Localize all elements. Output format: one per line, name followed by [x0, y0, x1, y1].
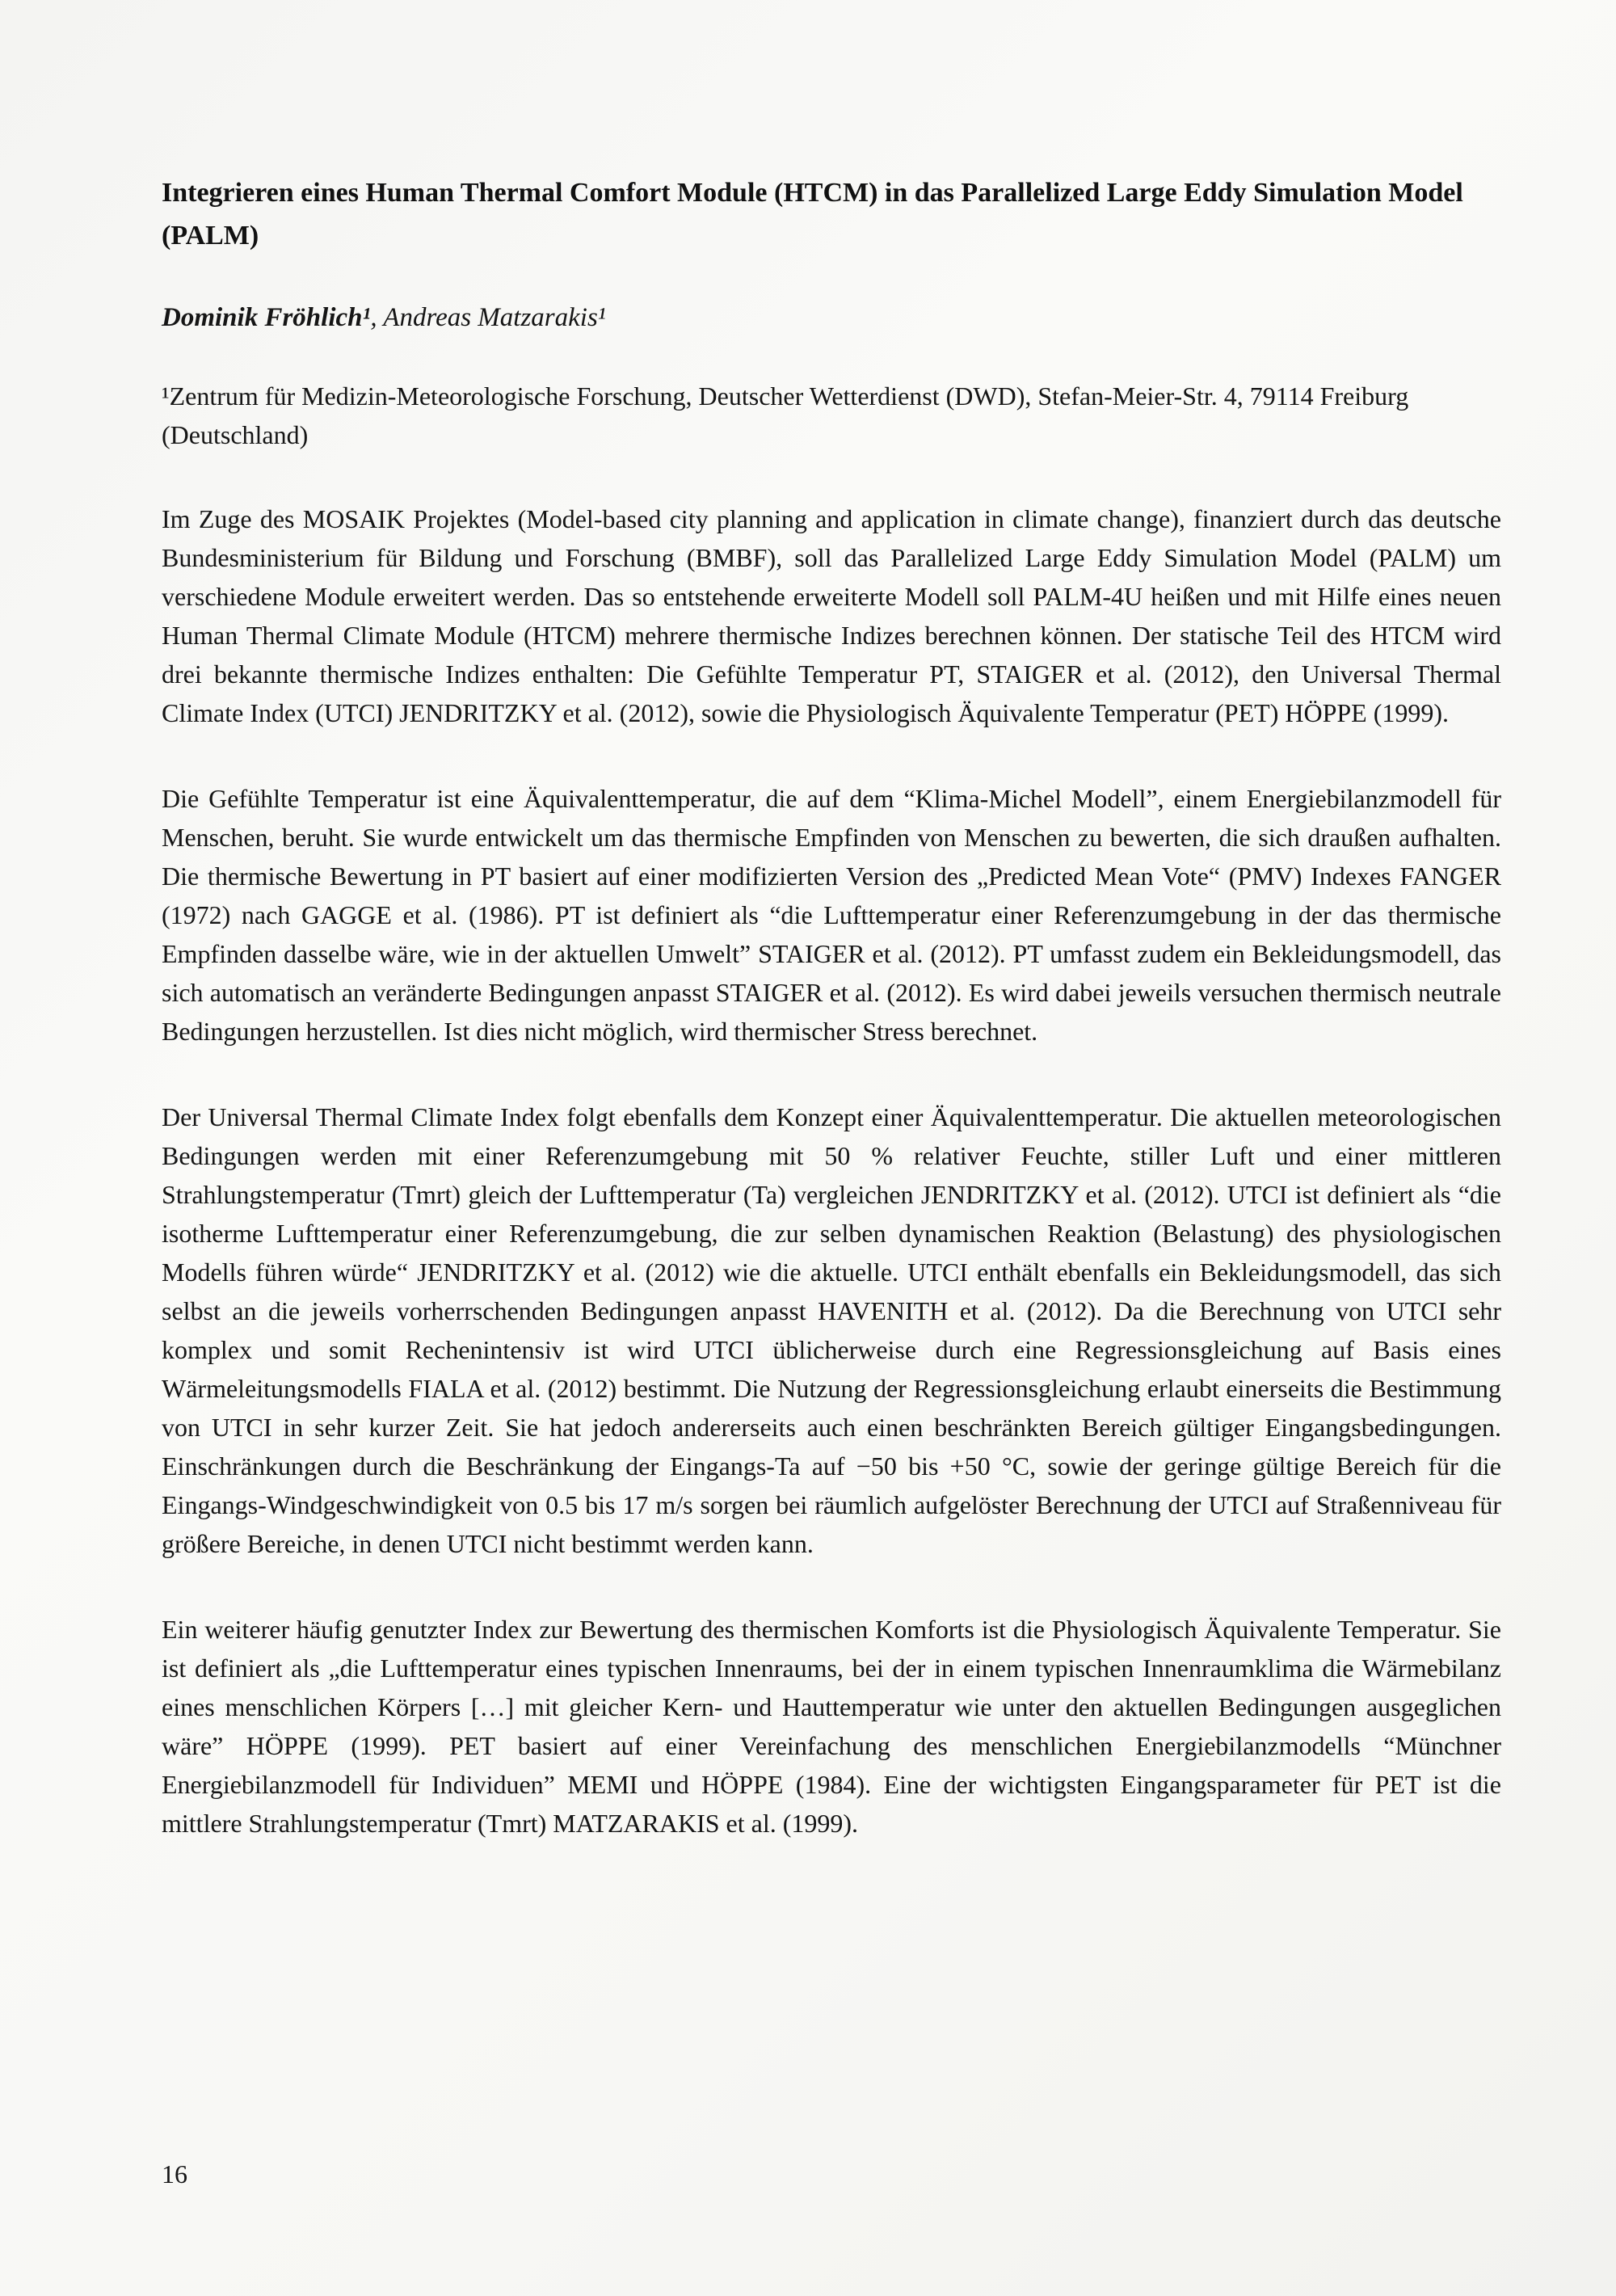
authors-line [162, 299, 1501, 338]
paper-title: Integrieren eines Human Thermal Comfort Module (HTCM) in das Parallelized Large Eddy Simulation Model (PALM) [162, 178, 1463, 251]
author-primary: Dominik Fröhlich¹ [162, 303, 371, 333]
paragraph-pet: Ein weiterer häufig genutzter Index zur Bewertung des thermischen Komforts ist die Physiologisch Äquivalente Temperatur. Sie ist definiert als „die Lufttemperatur eines typischen Innenraums, bei der in einem typischen Innenraumklima die Wärmebilanz eines menschlichen Körpers […] mit gleicher Kern- und Hauttemperatur wie unter den aktuellen Bedingungen ausgeglichen wäre” HÖPPE (1999). PET basiert auf einer Vereinfachung des menschlichen Energiebilanzmodells “Münchner Energiebilanzmodell für Individuen” MEMI und HÖPPE (1984). Eine der wichtigsten Eingangsparameter für PET ist die mittlere Strahlungstemperatur (Tmrt) MATZARAKIS et al. (1999). [162, 1614, 1501, 1838]
page-number: 16 [162, 2159, 187, 2189]
paragraph-utci: Der Universal Thermal Climate Index folgt ebenfalls dem Konzept einer Äquivalenttemperatur. Die aktuellen meteorologischen Bedingungen werden mit einer Referenzumgebung mit 50 % relativer Feuchte, stiller Luft und einer mittleren Strahlungstemperatur (Tmrt) gleich der Lufttemperatur (Ta) vergleichen JENDRITZKY et al. (2012). UTCI ist definiert als “die isotherme Lufttemperatur einer Referenzumgebung, die zur selben dynamischen Reaktion (Belastung) des physiologischen Modells führen würde“ JENDRITZKY et al. (2012) wie die aktuelle. UTCI enthält ebenfalls ein Bekleidungsmodell, das sich selbst an die jeweils vorherrschenden Bedingungen anpasst HAVENITH et al. (2012). Da die Berechnung von UTCI sehr komplex und somit Rechenintensiv ist wird UTCI üblicherweise durch eine Regressionsgleichung auf Basis eines Wärmeleitungsmodells FIALA et al. (2012) bestimmt. Die Nutzung der Regressionsgleichung erlaubt einerseits die Bestimmung von UTCI in sehr kurzer Zeit. Sie hat jedoch andererseits auch einen beschränkten Bereich gültiger Eingangsbedingungen. Einschränkungen durch die Beschränkung der Eingangs-Ta auf −50 bis +50 °C, sowie der geringe gültige Bereich für die Eingangs-Windgeschwindigkeit von 0.5 bis 17 m/s sorgen bei räumlich aufgelöster Berechnung der UTCI auf Straßenniveau für größere Bereiche, in denen UTCI nicht bestimmt werden kann. [162, 1102, 1501, 1558]
page-content [162, 171, 1501, 1889]
paragraph-abstract-intro: Im Zuge des MOSAIK Projektes (Model-based city planning and application in climate change), finanziert durch das deutsche Bundesministerium für Bildung und Forschung (BMBF), soll das Parallelized Large Eddy Simulation Model (PALM) um verschiedene Module erweitert werden. Das so entstehende erweiterte Modell soll PALM-4U heißen und mit Hilfe eines neuen Human Thermal Climate Module (HTCM) mehrere thermische Indizes berechnen können. Der statische Teil des HTCM wird drei bekannte thermische Indizes enthalten: Die Gefühlte Temperatur PT, STAIGER et al. (2012), den Universal Thermal Climate Index (UTCI) JENDRITZKY et al. (2012), sowie die Physiologisch Äquivalente Temperatur (PET) HÖPPE (1999). [162, 503, 1501, 727]
paragraph-gefuehlte-temperatur: Die Gefühlte Temperatur ist eine Äquivalenttemperatur, die auf dem “Klima-Michel Modell”, einem Energiebilanzmodell für Menschen, beruht. Sie wurde entwickelt um das thermische Empfinden von Menschen zu bewerten, die sich draußen aufhalten. Die thermische Bewertung in PT basiert auf einer modifizierten Version des „Predicted Mean Vote“ (PMV) Indexes FANGER (1972) nach GAGGE et al. (1986). PT ist definiert als “die Lufttemperatur einer Referenzumgebung in der das thermische Empfinden dasselbe wäre, wie in der aktuellen Umwelt” STAIGER et al. (2012). PT umfasst zudem ein Bekleidungsmodell, das sich automatisch an veränderte Bedingungen anpasst STAIGER et al. (2012). Es wird dabei jeweils versuchen thermisch neutrale Bedingungen herzustellen. Ist dies nicht möglich, wird thermischer Stress berechnet. [162, 783, 1501, 1046]
affiliation-line: ¹Zentrum für Medizin-Meteorologische Forschung, Deutscher Wetterdienst (DWD), Stefan-Meier-Str. 4, 79114 Freiburg (Deutschland) [162, 381, 1409, 449]
author-secondary: , Andreas Matzarakis¹ [370, 303, 606, 333]
